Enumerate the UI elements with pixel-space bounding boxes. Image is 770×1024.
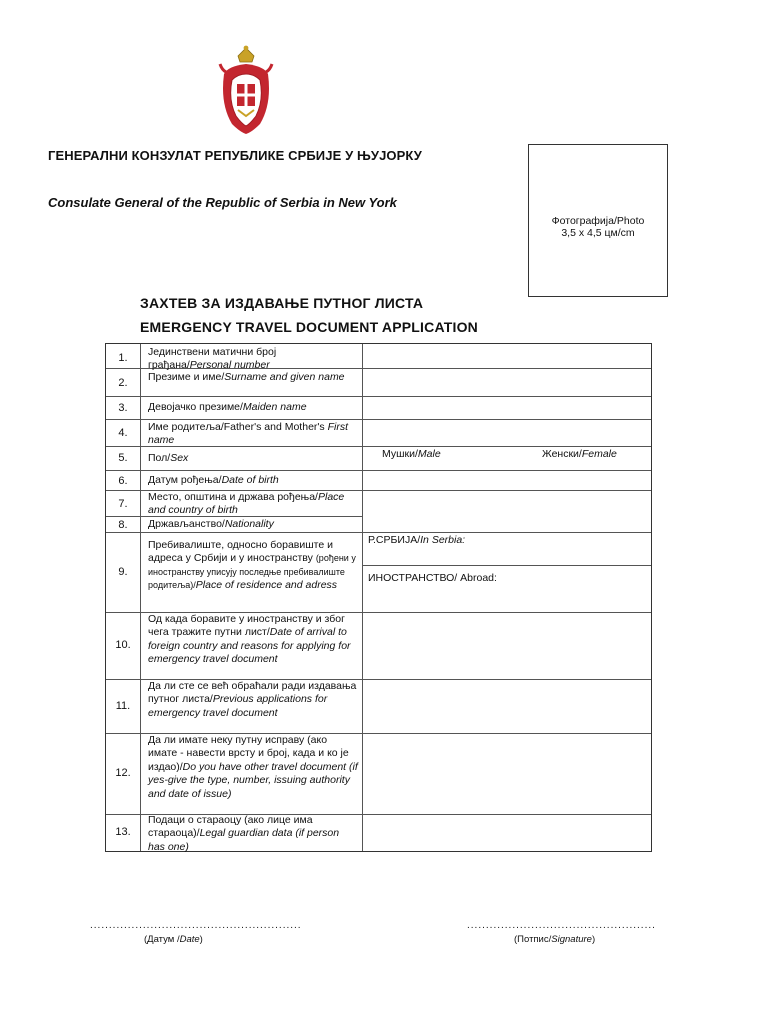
field-label-legal-guardian: Подаци о стараоцу (ако лице има стараоца)/Legal guardian data (if person has one)	[148, 814, 340, 853]
field-number: 5.	[118, 452, 128, 464]
answer-arrival-reasons[interactable]	[363, 613, 650, 679]
field-label-name: Презиме и име/Surname and given name	[148, 371, 345, 383]
answer-personal-number[interactable]	[363, 345, 650, 368]
residence-abroad-label: ИНОСТРАНСТВО/ Abroad:	[368, 572, 497, 584]
form-title-serbian: ЗАХТЕВ ЗА ИЗДАВАЊЕ ПУТНОГ ЛИСТА	[140, 295, 424, 311]
field-number: 2.	[118, 377, 128, 389]
answer-name[interactable]	[363, 369, 650, 396]
photo-label: Фотографија/Photo	[551, 215, 645, 227]
column-divider-number	[140, 344, 141, 851]
field-number: 10.	[115, 639, 131, 651]
consulate-name-english: Consulate General of the Republic of Serbia in New York	[48, 195, 397, 210]
field-label-previous-applications: Да ли сте се већ обраћали ради издавања путног листа/Previous applications for emergency travel document	[148, 680, 357, 719]
form-title-english: EMERGENCY TRAVEL DOCUMENT APPLICATION	[140, 319, 478, 335]
field-number: 8.	[118, 519, 128, 531]
field-number: 1.	[118, 352, 128, 364]
answer-other-travel-document[interactable]	[363, 734, 650, 814]
answer-place-of-birth-nationality[interactable]	[363, 491, 650, 532]
residence-serbia-label: Р.СРБИЈА/In Serbia:	[368, 534, 466, 546]
field-label-sex: Пол/Sex	[148, 452, 189, 464]
field-number: 9.	[118, 566, 128, 578]
sex-option-male[interactable]: Мушки/Male	[382, 448, 441, 460]
field-number: 13.	[115, 826, 131, 838]
field-label-residence: Пребивалиште, односно боравиште и адреса у Србији и у иностранству (рођени у иностранству уписују последње пребивалиште родитеља)/Place of residence and adress	[148, 539, 356, 592]
sex-option-female[interactable]: Женски/Female	[542, 448, 617, 460]
field-label-date-of-birth: Датум рођења/Date of birth	[148, 474, 279, 486]
signature-caption: (Потпис/Signature)	[514, 934, 596, 945]
consulate-name-serbian: ГЕНЕРАЛНИ КОНЗУЛАТ РЕПУБЛИКЕ СРБИЈЕ У ЊУЈОРКУ	[48, 148, 422, 163]
answer-legal-guardian[interactable]	[363, 815, 650, 851]
signature-line[interactable]: ..................................................	[467, 920, 656, 931]
field-number: 11.	[115, 700, 131, 712]
application-form-table	[105, 343, 652, 852]
date-caption: (Датум /Date)	[144, 934, 203, 945]
answer-parents-names[interactable]	[363, 420, 650, 446]
answer-maiden-name[interactable]	[363, 397, 650, 419]
field-number: 6.	[118, 475, 128, 487]
field-label-place-of-birth: Место, општина и држава рођења/Place and country of birth	[148, 491, 345, 517]
answer-previous-applications[interactable]	[363, 680, 650, 733]
field-label-other-travel-document: Да ли имате неку путну исправу (ако имате - навести врсту и број, када и ко је издао)/Do you have other travel document (if yes-give the type, number, issuing authority and date of issue)	[148, 734, 358, 800]
photo-size: 3,5 х 4,5 цм/cm	[561, 227, 635, 239]
field-label-personal-number: Јединствени матични број грађана/Personal number	[148, 346, 277, 372]
row-divider	[362, 565, 651, 566]
field-number: 3.	[118, 402, 128, 414]
coat-of-arms-logo	[218, 44, 274, 136]
field-label-arrival-reasons: Од када боравите у иностранству и због чега тражите путни лист/Date of arrival to foreign country and reasons for applying for emergency travel document	[148, 613, 351, 666]
row-divider	[106, 532, 651, 533]
answer-date-of-birth[interactable]	[363, 471, 650, 490]
field-label-parents-names: Име родитеља/Father's and Mother's First name	[148, 421, 348, 447]
photo-box	[528, 144, 668, 297]
field-number: 12.	[115, 767, 131, 779]
field-label-maiden-name: Девојачко презиме/Maiden name	[148, 401, 307, 413]
date-line[interactable]: ........................................................	[90, 920, 302, 931]
field-number: 4.	[118, 427, 128, 439]
field-number: 7.	[118, 498, 128, 510]
field-label-nationality: Држављанство/Nationality	[148, 518, 274, 530]
